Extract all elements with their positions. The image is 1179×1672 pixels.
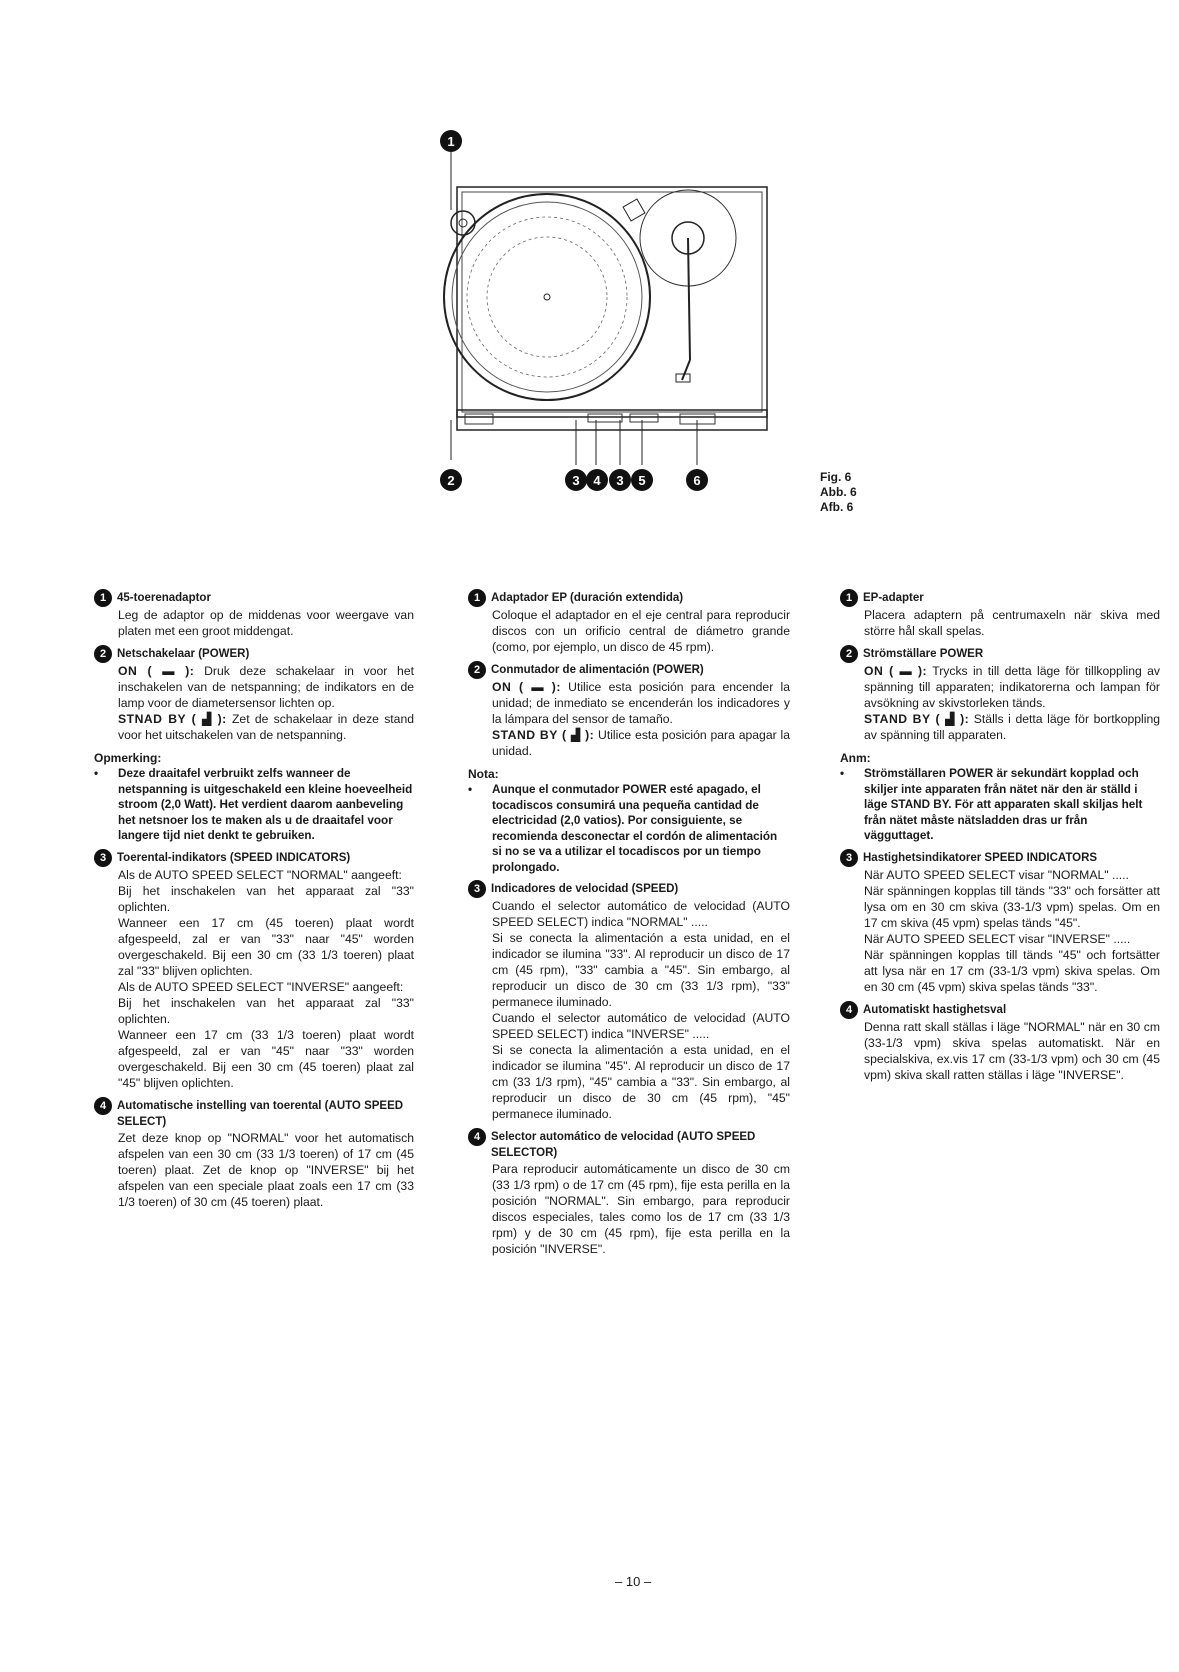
nl-note: • Deze draaitafel verbruikt zelfs wanneer de netspanning is uitgeschakeld een kleine hoeveelheid stroom (2,0 Watt). Het verdient daarom aanbeveling het netsnoer los te maken als u de draaitafel voor langere tijd niet denkt te gebruiken.	[94, 767, 413, 842]
sv-title-1: EP-adapter	[863, 592, 924, 604]
sv-num-4: 4	[840, 1001, 858, 1019]
nl-on-text: Druk deze schakelaar in voor het inschakelen van de netspanning; de indikators en de lamp voor de diametersensor lichten op.	[118, 664, 414, 710]
callout-3b: 3	[609, 469, 631, 491]
nl-section-3	[94, 850, 414, 1091]
nl-num-1: 1	[94, 589, 112, 607]
es-num-1: 1	[468, 589, 486, 607]
nl-text-1: Leg de adaptor op de middenas voor weergave van platen met een groot middengat.	[118, 608, 414, 638]
nl-standby-item	[118, 711, 414, 743]
nl-title-2: Netschakelaar (POWER)	[117, 648, 250, 660]
nl-note-head: Opmerking:	[94, 751, 162, 765]
nl-section-4	[94, 1098, 414, 1210]
ep-adaptor-hole	[459, 219, 467, 227]
es-text-4: Para reproducir automáticamente un disco de 30 cm (33 1/3 rpm) o de 17 cm (45 rpm), fije esta perilla en la posición "NORMAL". Sin embargo, para reproducir discos especiales, tales como los de 17 cm (33 1/3 rpm) y de 30 cm (45 rpm), fije esta perilla en la posición "INVERSE".	[492, 1162, 790, 1256]
sv-note: • Strömställaren POWER är sekundärt kopplad och skiljer inte apparaten från nätet när den är ställd i läge STAND BY. För att apparaten skall skiljas helt från nätet måste nätsladden dras ur från vägguttaget.	[840, 766, 1160, 844]
es-title-2: Conmutador de alimentación (POWER)	[491, 664, 704, 676]
sv-section-3	[840, 850, 1160, 995]
callout-2: 2	[440, 469, 462, 491]
es-s3-p2: Si se conecta la alimentación a esta unidad, en el indicador se ilumina "33". Al reproducir un disco de 17 cm (45 rpm), "33" cambia a "45". Sin embargo, al reproducir un disco de 30 cm (33 1/3 rpm), "33" permanece iluminado.	[492, 931, 790, 1009]
sv-on-lead: ON ( ▬ ):	[864, 664, 928, 678]
column-dutch	[94, 590, 414, 1217]
es-num-3: 3	[468, 880, 486, 898]
auto-speed-select	[630, 414, 658, 422]
plinth-outline	[457, 187, 767, 417]
platter-ring-1	[467, 217, 627, 377]
es-standby-lead: STAND BY ( ▟ ):	[492, 728, 595, 742]
sv-s3-p4: När spänningen kopplas till tänds "45" och fortsätter att lysa när en 17 cm (33-1/3 vpm) skiva spelas. Om en 30 cm (45 vpm) skiva spelas tänds "33".	[864, 947, 1160, 994]
column-spanish	[468, 590, 790, 1264]
caption-abb: Abb. 6	[820, 485, 857, 499]
es-on-lead: ON ( ▬ ):	[492, 680, 561, 694]
column-swedish	[840, 590, 1160, 1090]
es-note: • Aunque el conmutador POWER esté apagado, el tocadiscos consumirá una pequeña cantidad de electricidad (2,0 vatios). Por consiguiente, se recomienda desconectar el cordón de alimentación si no se va a utilizar el tocadiscos por un tiempo prolongado.	[468, 782, 790, 875]
es-title-3: Indicadores de velocidad (SPEED)	[491, 883, 679, 895]
es-note-text: Aunque el conmutador POWER esté apagado, el tocadiscos consumirá una pequeña cantidad de electricidad (2,0 vatios). Por consiguiente, se recomienda desconectar el cordón de alimentación si no se va a utilizar el tocadiscos por un tiempo prolongado.	[492, 783, 778, 874]
nl-title-4: Automatische instelling van toerental (AUTO SPEED SELECT)	[117, 1099, 404, 1128]
es-section-4	[468, 1129, 790, 1257]
es-text-1: Coloque el adaptador en el eje central para reproducir discos con un orificio central de diámetro grande (como, por ejemplo, un disco de 45 rpm).	[492, 608, 790, 654]
sv-s3-p1: När AUTO SPEED SELECT visar "NORMAL" .....	[864, 867, 1129, 882]
nl-section-1	[94, 590, 414, 639]
callout-6: 6	[686, 469, 708, 491]
callout-5: 5	[631, 469, 653, 491]
nl-standby-text: Zet de schakelaar in deze stand voor het uitschakelen van de netspanning.	[118, 712, 415, 742]
callout-4: 4	[586, 469, 608, 491]
nl-standby-lead: STNAD BY ( ▟ ):	[118, 712, 227, 726]
sv-title-3: Hastighetsindikatorer SPEED INDICATORS	[863, 851, 1098, 864]
nl-title-1: 45-toerenadaptor	[117, 592, 211, 604]
figure-caption	[820, 470, 857, 515]
nl-num-2: 2	[94, 645, 112, 663]
nl-num-4: 4	[94, 1097, 112, 1115]
es-title-4: Selector automático de velocidad (AUTO SPEED SELECTOR)	[491, 1131, 756, 1159]
es-section-1	[468, 590, 790, 655]
sv-text-1: Placera adaptern på centrumaxeln när skiva med större hål skall spelas.	[864, 608, 1160, 638]
nl-s3-p3: Wanneer een 17 cm (45 toeren) plaat wordt afgespeeld, zal er van "33" naar "45" worden overgeschakeld. Bij een 30 cm (33 1/3 toeren) plaat zal "33" blijven oplichten.	[118, 915, 414, 978]
es-on-text: Utilice esta posición para encender la unidad; de inmediato se encenderán los indicadores y la lámpara del sensor de tamaño.	[492, 680, 790, 726]
sv-s3-p2: När spänningen kopplas till tänds "33" och forsätter att lysa om en 30 cm skiva (33-1/3 vpm) spelas. Om en 17 cm skiva (45 vpm) spelas tänds "45".	[864, 883, 1160, 930]
es-s3-p1: Cuando el selector automático de velocidad (AUTO SPEED SELECT) indica "NORMAL" .....	[492, 899, 790, 929]
power-switch	[465, 414, 493, 424]
platter-ring-2	[487, 237, 607, 357]
speed-indicators	[588, 414, 622, 422]
nl-note-text: Deze draaitafel verbruikt zelfs wanneer de netspanning is uitgeschakeld een kleine hoeveelheid stroom (2,0 Watt). Het verdient daarom aanbeveling het netsnoer los te maken als u de draaitafel voor langere tijd niet denkt te gebruiken.	[118, 767, 413, 842]
sv-title-2: Strömställare POWER	[863, 648, 984, 660]
turntable-figure	[440, 130, 860, 530]
tonearm-headshell	[682, 360, 690, 380]
nl-s3-p5: Bij het inschakelen van het apparaat zal "33" oplichten.	[118, 995, 414, 1026]
callout-1: 1	[440, 130, 462, 152]
sv-note-head: Anm:	[840, 751, 871, 765]
sv-on-item	[864, 663, 1160, 711]
page-number: – 10 –	[615, 1574, 652, 1589]
es-section-2	[468, 662, 790, 759]
sv-section-4	[840, 1002, 1160, 1083]
nl-s3-p6: Wanneer een 17 cm (33 1/3 toeren) plaat wordt afgespeeld, zal er van "45" naar "33" worden overgeschakeld. Bij een 30 cm (45 toeren) plaat zal "45" blijven oplichten.	[118, 1027, 414, 1090]
es-standby-item	[492, 727, 790, 759]
platter-rim	[452, 202, 642, 392]
sv-standby-lead: STAND BY ( ▟ ):	[864, 712, 970, 726]
es-num-2: 2	[468, 661, 486, 679]
caption-afb: Afb. 6	[820, 500, 854, 514]
es-standby-text: Utilice esta posición para apagar la unidad.	[492, 728, 790, 758]
caption-fig: Fig. 6	[820, 470, 852, 484]
ep-adaptor	[451, 211, 475, 235]
tonearm	[688, 238, 690, 360]
es-on-item	[492, 679, 790, 727]
spindle	[544, 294, 550, 300]
front-panel	[457, 410, 767, 430]
nl-num-3: 3	[94, 849, 112, 867]
es-title-1: Adaptador EP (duración extendida)	[491, 592, 684, 604]
sv-num-1: 1	[840, 589, 858, 607]
sv-note-text: Strömställaren POWER är sekundärt kopplad och skiljer inte apparaten från nätet när den är ställd i läge STAND BY. För att apparaten skall skiljas helt från nätet måste nätsladden dras ur från vägguttaget.	[864, 767, 1143, 842]
arm-lift	[623, 199, 645, 221]
es-note-head: Nota:	[468, 767, 499, 781]
turntable-diagram	[440, 130, 860, 530]
sv-text-4: Denna ratt skall ställas i läge "NORMAL" när en 30 cm (33-1/3 vpm) skiva spelas automatiskt. När en specialskiva, ex.vis 17 cm (33-1/3 vpm) och 30 cm (45 vpm) skiva skall ratten ställas i läge "INVERSE".	[864, 1019, 1160, 1082]
es-section-3	[468, 881, 790, 1122]
es-s3-p4: Si se conecta la alimentación a esta unidad, en el indicador se ilumina "45". Al reproducir un disco de 17 cm (33 1/3 rpm), "45" cambia a "33". Sin embargo, al reproducir un disco de 30 cm (45 rpm), "45" permanece iluminado.	[492, 1043, 790, 1121]
callout-3: 3	[565, 469, 587, 491]
sv-standby-text: Ställs i detta läge för bortkoppling av spänning till apparaten.	[864, 712, 1161, 742]
nl-on-lead: ON ( ▬ ):	[118, 664, 195, 678]
sv-num-2: 2	[840, 645, 858, 663]
sv-standby-item	[864, 711, 1160, 743]
es-num-4: 4	[468, 1128, 486, 1146]
nl-s3-p2: Bij het inschakelen van het apparaat zal "33" oplichten.	[118, 883, 414, 914]
nl-section-2	[94, 646, 414, 743]
nl-on-item	[118, 663, 414, 711]
nl-text-4: Zet deze knop op "NORMAL" voor het automatisch afspelen van een 30 cm (33 1/3 toeren) of 17 cm (45 toeren) plaat. Zet de knop op "INVERSE" bij het afspelen van een speciale plaat zoals een 17 cm (33 1/3 toeren) of 30 cm (45 toeren) plaat.	[118, 1130, 414, 1209]
sv-section-2	[840, 646, 1160, 743]
nl-title-3: Toerental-indikators (SPEED INDICATORS)	[117, 851, 351, 864]
nl-s3-p1: Als de AUTO SPEED SELECT "NORMAL" aangeeft:	[118, 867, 402, 882]
sv-s3-p3: När AUTO SPEED SELECT visar "INVERSE" .....	[864, 931, 1131, 946]
plinth-inner	[462, 192, 762, 412]
sv-on-text: Trycks in till detta läge för tillkoppling av spänning till apparaten; indikatorerna och lampan för avsökning av skivstorleken tänds.	[864, 664, 1160, 710]
sv-section-1	[840, 590, 1160, 639]
es-s3-p3: Cuando el selector automático de velocidad (AUTO SPEED SELECT) indica "INVERSE" .....	[492, 1011, 790, 1041]
nl-s3-p4: Als de AUTO SPEED SELECT "INVERSE" aangeeft:	[118, 979, 404, 994]
sv-num-3: 3	[840, 849, 858, 867]
sv-title-4: Automatiskt hastighetsval	[863, 1003, 1007, 1016]
